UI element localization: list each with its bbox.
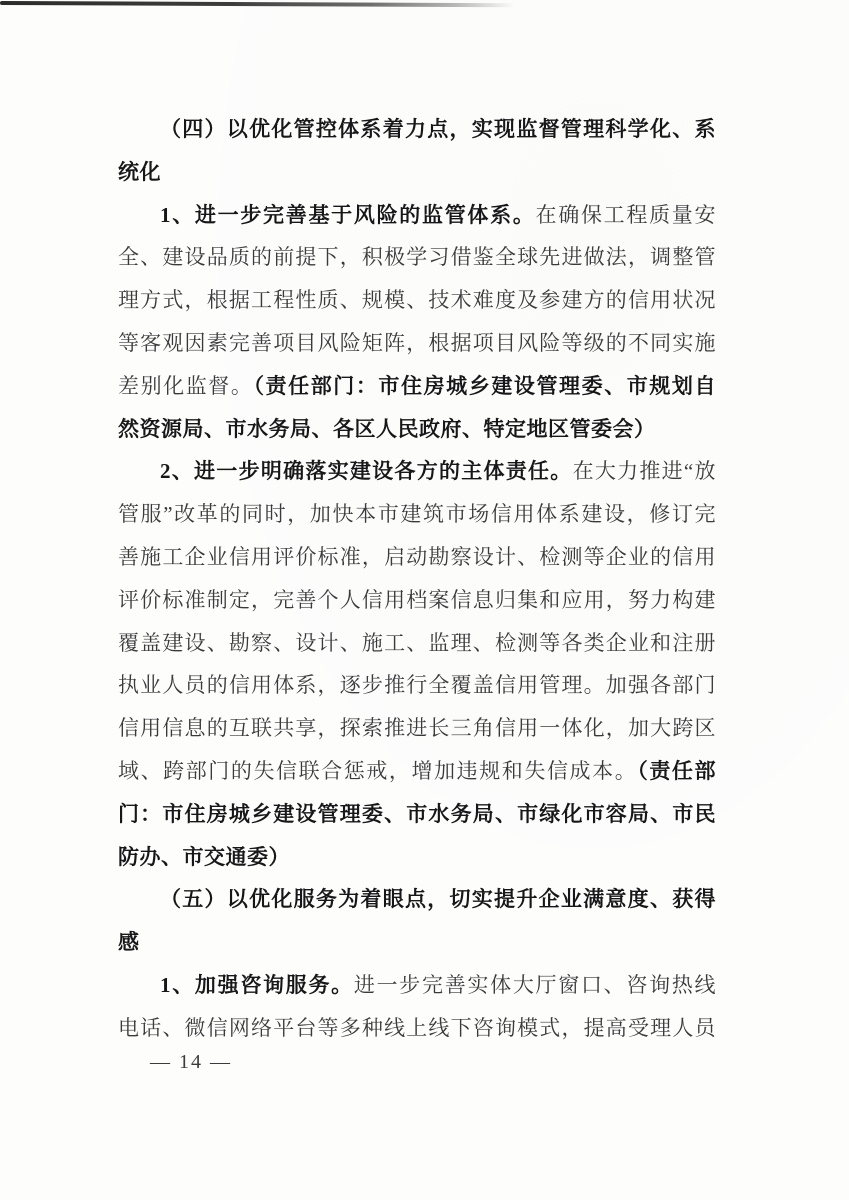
text-line	[118, 493, 716, 536]
text-line	[118, 964, 716, 1007]
body-text: 全、建设品质的前提下，积极学习借鉴全球先进做法，调整管	[118, 245, 716, 270]
body-text: 理方式，根据工程性质、规模、技术难度及参建方的信用状况	[118, 288, 716, 313]
body-text: 等客观因素完善项目风险矩阵，根据项目风险等级的不同实施	[118, 330, 716, 355]
emphasis-text: 门：市住房城乡建设管理委、市水务局、市绿化市容局、市民	[118, 801, 716, 826]
text-line	[118, 793, 716, 836]
emphasis-text: 感	[118, 930, 140, 955]
emphasis-text: 1、加强咨询服务。	[160, 972, 354, 997]
text-line	[118, 622, 716, 665]
scan-edge-artifact	[0, 1, 515, 7]
text-line	[118, 1007, 716, 1050]
emphasis-text: （责任部	[637, 758, 717, 783]
text-line	[118, 151, 716, 194]
body-text: 进一步完善实体大厅窗口、咨询热线	[353, 972, 716, 997]
text-line	[118, 408, 716, 451]
emphasis-text: （责任部门：市住房城乡建设管理委、市规划自	[253, 373, 717, 398]
body-text: 管服”改革的同时，加快本市建筑市场信用体系建设，修订完	[118, 502, 716, 527]
emphasis-text: 防办、市交通委）	[118, 844, 290, 869]
text-line	[118, 579, 716, 622]
text-line	[118, 536, 716, 579]
body-text: 执业人员的信用体系，逐步推行全覆盖信用管理。加强各部门	[118, 673, 716, 698]
text-line	[118, 707, 716, 750]
text-line	[118, 194, 716, 237]
emphasis-text: （五）以优化服务为着眼点，切实提升企业满意度、获得	[160, 887, 716, 912]
body-text: 信用信息的互联共享，探索推进长三角信用一体化，加大跨区	[118, 716, 716, 741]
emphasis-text: 1、进一步完善基于风险的监管体系。	[160, 202, 536, 227]
text-line	[118, 108, 716, 151]
body-text: 电话、微信网络平台等多种线上线下咨询模式，提高受理人员	[118, 1015, 716, 1040]
body-text: 覆盖建设、勘察、设计、施工、监理、检测等各类企业和注册	[118, 630, 716, 655]
emphasis-text: （四）以优化管控体系着力点，实现监督管理科学化、系	[160, 117, 716, 141]
body-text: 域、跨部门的失信联合惩戒，增加违规和失信成本。	[118, 758, 638, 783]
text-line	[118, 279, 716, 322]
body-text: 善施工企业信用评价标准，启动勘察设计、检测等企业的信用	[118, 544, 716, 569]
page-number: — 14 —	[150, 1051, 232, 1073]
text-line	[118, 322, 716, 365]
text-line	[118, 921, 716, 964]
body-text: 差别化监督。	[118, 373, 254, 398]
emphasis-text: 统化	[118, 159, 161, 184]
text-line	[118, 836, 716, 879]
text-line	[118, 450, 716, 493]
body-text: 在大力推进“放	[572, 459, 716, 484]
text-line	[118, 878, 716, 921]
emphasis-text: 然资源局、市水务局、各区人民政府、特定地区管委会）	[118, 416, 656, 441]
document-body	[118, 108, 716, 1050]
text-line	[118, 664, 716, 707]
text-line	[118, 365, 716, 408]
emphasis-text: 2、进一步明确落实建设各方的主体责任。	[160, 459, 573, 484]
body-text: 评价标准制定，完善个人信用档案信息归集和应用，努力构建	[118, 587, 716, 612]
text-line	[118, 750, 716, 793]
text-line	[118, 236, 716, 279]
body-text: 在确保工程质量安	[535, 202, 717, 227]
